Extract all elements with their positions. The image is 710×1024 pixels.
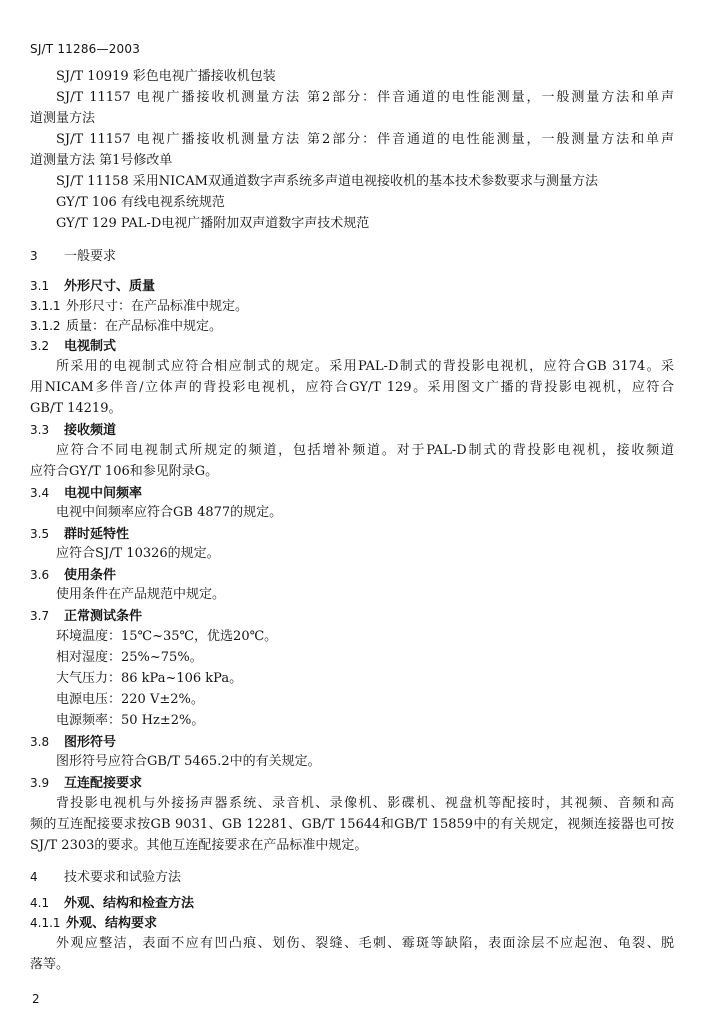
section-number: 3.7 bbox=[30, 609, 50, 623]
section-heading bbox=[30, 484, 674, 503]
section-title: 互连配接要求 bbox=[64, 776, 143, 791]
section-number: 4 bbox=[30, 870, 38, 884]
section-number: 3.4 bbox=[30, 486, 50, 500]
section-title: 外形尺寸、质量 bbox=[64, 279, 156, 294]
section-heading bbox=[30, 774, 674, 793]
paragraph-line: 所采用的电视制式应符合相应制式的规定。采用PAL-D制式的背投影电视机，应符合GB 3174。采 bbox=[56, 359, 674, 374]
section-title: 图形符号 bbox=[64, 735, 117, 750]
reference-line: SJ/T 11157 电视广播接收机测量方法 第2部分：伴音通道的电性能测量，一般测量方法和单声 bbox=[56, 132, 674, 147]
reference-line: 道测量方法 bbox=[30, 111, 96, 126]
section-number: 4.1 bbox=[30, 896, 50, 910]
section-title: 群时延特性 bbox=[64, 527, 130, 542]
clause-number: 3.1.1 bbox=[30, 299, 61, 313]
section-heading bbox=[30, 525, 674, 544]
section-heading bbox=[30, 277, 674, 296]
section-heading bbox=[30, 566, 674, 585]
reference-line: SJ/T 10919 彩色电视广播接收机包装 bbox=[56, 69, 276, 84]
clause-line bbox=[30, 297, 674, 316]
section-title: 电视中间频率 bbox=[64, 486, 143, 501]
condition-line: 相对湿度：25%~75%。 bbox=[56, 650, 203, 665]
section-heading bbox=[30, 337, 674, 356]
section-heading bbox=[30, 868, 674, 887]
clause-text: 外形尺寸：在产品标准中规定。 bbox=[66, 299, 249, 314]
reference-line: SJ/T 11158 采用NICAM双通道数字声系统多声道电视接收机的基本技术参数要求与测量方法 bbox=[56, 174, 598, 189]
paragraph-line: 外观应整洁，表面不应有凹凸痕、划伤、裂缝、毛刺、霉斑等缺陷，表面涂层不应起泡、龟裂、脱 bbox=[56, 936, 674, 951]
paragraph-line: 落等。 bbox=[30, 957, 70, 972]
paragraph-line: 用NICAM多伴音/立体声的背投彩电视机，应符合GY/T 129。采用图文广播的背投影电视机，应符合 bbox=[30, 380, 674, 395]
paragraph-line: GB/T 14219。 bbox=[30, 401, 122, 416]
paragraph-line: SJ/T 2303的要求。其他互连配接要求在产品标准中规定。 bbox=[30, 838, 368, 853]
section-heading bbox=[30, 421, 674, 440]
paragraph-line: 背投影电视机与外接扬声器系统、录音机、录像机、影碟机、视盘机等配接时，其视频、音频和高 bbox=[56, 796, 674, 811]
section-title: 使用条件 bbox=[64, 568, 117, 583]
paragraph-line: 应符合SJ/T 10326的规定。 bbox=[56, 546, 220, 561]
section-title: 一般要求 bbox=[64, 249, 117, 264]
section-number: 3.2 bbox=[30, 339, 50, 353]
section-number: 3.5 bbox=[30, 527, 50, 541]
paragraph-line: 图形符号应符合GB/T 5465.2中的有关规定。 bbox=[56, 754, 321, 769]
paragraph-line: 电视中间频率应符合GB 4877的规定。 bbox=[56, 505, 283, 520]
document-header: SJ/T 11286—2003 bbox=[30, 42, 141, 56]
section-heading bbox=[30, 247, 674, 266]
section-title: 接收频道 bbox=[64, 423, 117, 438]
clause-text: 质量：在产品标准中规定。 bbox=[66, 319, 223, 334]
reference-line: GY/T 129 PAL-D电视广播附加双声道数字声技术规范 bbox=[56, 216, 370, 231]
reference-line: 道测量方法 第1号修改单 bbox=[30, 153, 173, 168]
section-title: 外观、结构和检查方法 bbox=[64, 896, 195, 911]
paragraph-line: 应符合GY/T 106和参见附录G。 bbox=[30, 464, 219, 479]
section-number: 3.3 bbox=[30, 423, 50, 437]
reference-line: SJ/T 11157 电视广播接收机测量方法 第2部分：伴音通道的电性能测量，一般测量方法和单声 bbox=[56, 90, 674, 105]
section-heading bbox=[30, 733, 674, 752]
section-number: 3 bbox=[30, 249, 38, 263]
section-number: 3.6 bbox=[30, 568, 50, 582]
section-title: 正常测试条件 bbox=[64, 609, 143, 624]
section-title: 外观、结构要求 bbox=[66, 916, 158, 931]
section-title: 技术要求和试验方法 bbox=[64, 870, 182, 885]
condition-line: 大气压力：86 kPa~106 kPa。 bbox=[56, 671, 243, 686]
reference-line: GY/T 106 有线电视系统规范 bbox=[56, 195, 225, 210]
condition-line: 电源频率：50 Hz±2%。 bbox=[56, 713, 205, 728]
section-number: 4.1.1 bbox=[30, 916, 61, 930]
section-number: 3.9 bbox=[30, 776, 50, 790]
condition-line: 电源电压：220 V±2%。 bbox=[56, 692, 204, 707]
paragraph-line: 应符合不同电视制式所规定的频道，包括增补频道。对于PAL-D制式的背投影电视机，接收频道 bbox=[56, 443, 674, 458]
section-number: 3.8 bbox=[30, 735, 50, 749]
clause-line bbox=[30, 317, 674, 336]
section-title: 电视制式 bbox=[64, 339, 117, 354]
section-heading bbox=[30, 914, 674, 933]
page-number: 2 bbox=[32, 992, 40, 1006]
paragraph-line: 使用条件在产品规范中规定。 bbox=[56, 587, 226, 602]
condition-line: 环境温度：15℃~35℃，优选20℃。 bbox=[56, 629, 278, 644]
clause-number: 3.1.2 bbox=[30, 319, 61, 333]
section-heading bbox=[30, 607, 674, 626]
paragraph-line: 频的互连配接要求按GB 9031、GB 12281、GB/T 15644和GB/T 15859中的有关规定，视频连接器也可按 bbox=[30, 817, 674, 832]
section-number: 3.1 bbox=[30, 279, 50, 293]
section-heading bbox=[30, 894, 674, 913]
